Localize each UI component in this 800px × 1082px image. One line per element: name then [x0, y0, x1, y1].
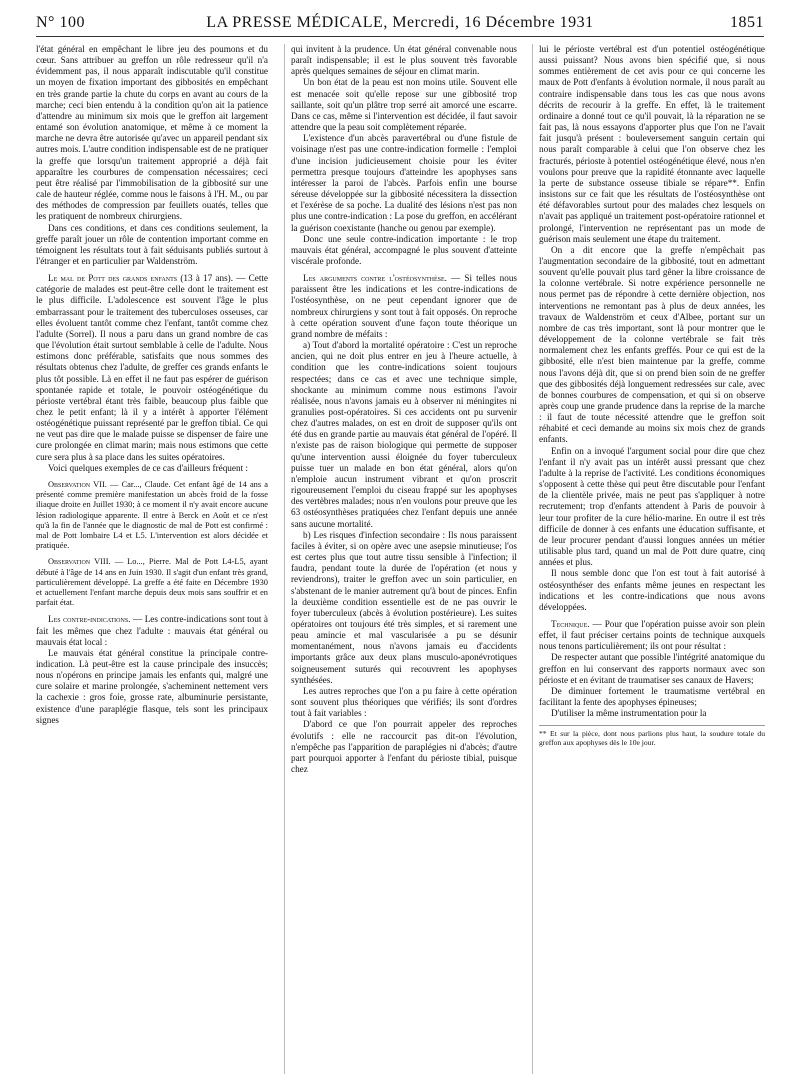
- section-heading: Le mal de Pott des grands enfants: [48, 273, 178, 284]
- page-number: 1851: [730, 14, 764, 31]
- observation-heading: Observation VIII.: [48, 557, 111, 567]
- column-2: [284, 44, 517, 1074]
- paragraph: D'utiliser la même instrumentation pour la: [551, 708, 707, 719]
- observation-text: — Lo..., Pierre. Mal de Pott L4-L5, ayant débuté à l'âge de 14 ans en Juin 1930. Il s'agit d'un enfant très grand, particulièrement développé. La greffe a été faite en Décembre 1930 et actuellement l'enfant marche depuis deux mois sans souffrir et en parfait état.: [36, 557, 268, 608]
- paragraph: — Les contre-indications sont tout à fait les mêmes que chez l'adulte : mauvais état général ou mauvais état local :: [36, 614, 268, 647]
- page-header: [36, 10, 764, 37]
- column-1: [36, 44, 268, 1074]
- section-heading: Les contre-indications.: [48, 614, 131, 625]
- article-body: [36, 44, 764, 1074]
- journal-title-date: LA PRESSE MÉDICALE, Mercredi, 16 Décembre 1931: [206, 14, 594, 31]
- paragraph: On a dit encore que la greffe n'empêchait pas l'augmentation secondaire de la gibbosité, tout en admettant souvent qu'elle pouvait plus tard gêner la libre croissance de la colonne vertébrale. Si notre expérience personnelle ne nous permet pas de répondre à cette dernière objection, nos interventions ne remontant pas à plus de deux années, les travaux de Waldenström et ceux d'Albee, portant sur un nombre de cas très important, sont là pour montrer que le développement de la colonne vertébrale se fait très normalement chez les enfants greffés. Pour ce qui est de la gibbosité, elle n'est bien maintenue par la greffe, comme nous l'avons déjà dit, que si on prend bien soin de ne greffer que des gibbosités déjà longuement redressées sur cale, avec de bonnes courbures de compensation, et qui si on observe après coup une grande prudence dans la reprise de la marche : il faut de toute nécessité attendre que le greffon soit réhabité et ceci demande au moins six mois chez de grands enfants.: [539, 244, 765, 445]
- paragraph: — Cette catégorie de malades est peut-être celle dont le traitement est le plus difficile. L'adolescence est souvent l'âge le plus embarrassant pour le traitement des tuberculoses osseuses, car elles évoluent tantôt comme chez l'enfant, tantôt comme chez l'adulte (Sorrel). Il nous a paru dans un grand nombre de cas que l'évolution était surtout semblable à celle de l'adulte. Nous estimons donc préférable, satisfaits que nous sommes des résultats obtenus chez l'adulte, de greffer ces grands enfants le plus tôt possible. Là en effet il ne faut pas espérer de guérison spontanée rapide et totale, le pouvoir ostéogénétique du périoste vertébral étant très faible, beaucoup plus faible que chez le petit enfant; là il y a intérêt à apporter l'élément ostéogénétique puissant représenté par le greffon tibial. Ce qui ne veut pas dire que le malade puisse se dispenser de faire une cure prolongée en climat marin; mais nous estimons que cette cure sera plus à sa place dans les suites opératoires.: [36, 273, 268, 462]
- observation-text: — Car..., Claude. Cet enfant âgé de 14 ans a présenté comme première manifestation un abcès froid de la fosse iliaque droite en Juillet 1930; à ce moment il n'y avait encore aucune lésion radiologique apparente. Il entre à Berck en Août et ce n'est qu'à la fin de l'année que le diagnostic de mal de Pott est confirmé : mal de Pott lombaire L4 et L5. L'intervention est alors décidée et pratiquée.: [36, 479, 268, 551]
- paragraph: Dans ces conditions, et dans ces conditions seulement, la greffe paraît jouer un rôle de contention important comme en témoignent les résultats tout à fait séduisants publiés surtout à l'étranger et en particulier par Waldenström.: [36, 222, 268, 266]
- paragraph: Il nous semble donc que l'on est tout à fait autorisé à ostéosynthéser des enfants même jeunes en respectant les indications et les contre-indications que nous avons développées.: [539, 568, 765, 612]
- paragraph: De diminuer fortement le traumatisme vertébral en facilitant la fente des apophyses épineuses;: [539, 685, 765, 708]
- paragraph: Enfin on a invoqué l'argument social pour dire que chez l'enfant il n'y avait pas un intérêt aussi pressant que chez l'adulte à la reprise de l'activité. Les conditions économiques s'opposent à cette thèse qui peut être discutable pour l'enfant de la clientèle privée, mais ne peut pas s'appliquer à notre recrutement; trop d'enfants attendent à Paris de pouvoir à leur tour profiter de la cure hélio-marine. En outre il est très difficile de donner à ces enfants une éducation suffisante, et de leur procurer pendant d'aussi longues années un métier utilisable plus tard, quand un mal de Pott dure quatre, cinq années et plus.: [539, 445, 765, 568]
- paragraph: D'abord ce que l'on pourrait appeler des reproches évolutifs : elle ne raccourcit pas dit-on l'évolution, n'empêche pas l'apparition de paraplégies ni d'abcès; d'autre part pourquoi apporter à l'enfant du périoste tibial, puisque chez: [291, 719, 517, 774]
- paragraph: a) Tout d'abord la mortalité opératoire : C'est un reproche ancien, qui ne doit plus entrer en jeu à l'heure actuelle, à condition que les contre-indications soient toujours respectées; dans ce cas et avec une technique simple, shockante au minimum comme nous estimons l'avoir réalisée, nous n'avons jamais eu à observer ni méningites ni granulies post-opératoires. Si ces accidents ont pu survenir chez d'autres malades, on est en droit de supposer qu'ils ont été dus en grande partie au mauvais état général de l'opéré. Il n'existe pas de raison biologique qui permette de supposer qu'une intervention aussi éloignée du foyer tuberculeux puisse tuer un malade en bon état général, alors qu'on n'emploie aucun instrument vibrant et qu'on proscrit rigoureusement l'emploi du ciseau frappé sur les apophyses des vertèbres malades; nous n'en voulons pour preuve que les 63 ostéosynthèses pratiquées chez l'enfant depuis une année sans aucune mortalité.: [291, 340, 517, 529]
- paragraph: Un bon état de la peau est non moins utile. Souvent elle est menacée soit qu'elle repose sur une gibbosité trop saillante, soit qu'un plâtre trop serré ait amorcé une escarre. Dans ce cas, même si l'intervention est décidée, il faut savoir attendre que la peau soit complètement réparée.: [291, 77, 517, 133]
- observation-heading: Observation VII.: [48, 479, 107, 489]
- paragraph: — Si telles nous paraissent être les indications et les contre-indications de l'ostéosynthèse, on ne peut cependant ignorer que de nombreux chirurgiens y sont tout à fait opposés. On reproche à cette opération souvent d'une façon toute théorique un grand nombre de méfaits :: [291, 273, 517, 339]
- footnote: ** Et sur la pièce, dont nous parlions plus haut, la soudure totale du greffon aux apophyses dès le 10e jour.: [539, 725, 765, 747]
- paragraph: b) Les risques d'infection secondaire : Ils nous paraissent faciles à éviter, si on opère avec une asepsie minutieuse; l'os est certes plus que tout autre tissu sensible à l'infection; il faudra, pendant toute la durée de l'opération (et nous y reviendrons), traiter le greffon avec un soin particulier, en s'abstenant de le manier autrement qu'à bout de pinces. Enfin la deuxième condition essentielle est de ne pas ouvrir le foyer tuberculeux (abcès à évolution postérieure). Les suites opératoires ont toujours été très simples, et si rarement une peau amincie et mal vascularisée a pu se désunir momentanément, nous n'avons jamais eu d'accidents importants grâce aux deux plans musculo-aponévrotiques soigneusement suturés qui recouvrent les apophyses synthésées.: [291, 529, 517, 685]
- paragraph: Les autres reproches que l'on a pu faire à cette opération sont souvent plus théoriques que vérifiés; ils sont d'ordres tout à fait variables :: [291, 685, 517, 719]
- paragraph: Le mauvais état général constitue la principale contre-indication. Là peut-être est la cause principale des insuccès; nous n'opérons en principe jamais les enfants qui, malgré une cure solaire et marine prolongée, s'acheminent nettement vers la cachexie : gros foie, grosse rate, albuminurie persistante, existence d'une paraplégie flasque, tels sont les principaux signes: [36, 647, 268, 725]
- paragraph: qui invitent à la prudence. Un état général convenable nous paraît indispensable; il est le plus souvent très favorable après quelques semaines de séjour en climat marin.: [291, 44, 517, 77]
- column-3: [532, 44, 765, 1074]
- paragraph: L'existence d'un abcès paravertébral ou d'une fistule de voisinage n'est pas une contre-indication formelle : l'emploi d'une incision judicieusement choisie pour les éviter permettra presque toujours d'atteindre les apophyses sans intéresser la paroi de l'abcès. Parfois enfin une bourse séreuse développée sur la gibbosité nécessitera la dissection et l'exérèse de sa poche. La dualité des lésions n'est pas non plus une contre-indication : La pose du greffon, en accélérant la guérison coexistante (hanche ou genou par exemple).: [291, 133, 517, 233]
- issue-number: N° 100: [36, 14, 85, 31]
- paragraph: — Pour que l'opération puisse avoir son plein effet, il faut préciser certains points de technique auxquels nous tenons particulièrement; ils ont pour résultat :: [539, 618, 765, 652]
- section-heading: Technique.: [551, 618, 590, 629]
- section-heading: Les arguments contre l'ostéosynthèse.: [303, 273, 447, 284]
- age-range: (13 à 17 ans).: [180, 273, 234, 284]
- paragraph: Donc une seule contre-indication importante : le trop mauvais état général, accompagné le plus souvent d'atteinte viscérale profonde.: [291, 233, 517, 266]
- paragraph: Voici quelques exemples de ce cas d'ailleurs fréquent :: [48, 462, 248, 473]
- paragraph: De respecter autant que possible l'intégrité anatomique du greffon en lui conservant des rapports normaux avec son périoste et en évitant de traumatiser ses canaux de Havers;: [539, 652, 765, 685]
- paragraph: lui le périoste vertébral est d'un potentiel ostéogénétique aussi puissant? Nous avons bien spécifié que, si nous sommes entièrement de cet avis pour ce qui concerne les maux de Pott d'enfants à évolution normale, il nous paraît au contraire indispensable dans tous les cas que nous avons décrits de recourir à la greffe. En effet, là le traitement ordinaire a donné tout ce qu'il pouvait, là la réparation ne se fait pas, là nous essayons d'apporter plus que l'on ne l'avait fait jusqu'à présent : bouleversement sanguin certain qui nous paraît comparable à celui que l'on observe chez les fracturés, périoste à potentiel ostéogénétique élevé, nous n'en voulons pour preuve que la rapidité étonnante avec laquelle la perte de substance osseuse tibiale se répare**. Enfin insistons sur ce fait que les résultats de l'ostéosynthèse ont été défavorables surtout pour des malades chez lesquels on n'avait pas appliqué un traitement post-opératoire rationnel et prolongé, l'intervention ne représentant pas un mode de guérison mais seulement une étape du traitement.: [539, 44, 765, 244]
- paragraph: l'état général en empêchant le libre jeu des poumons et du cœur. Sans attribuer au greffon un rôle redresseur qu'il n'a évidemment pas, il nous apparaît indiscutable qu'il constitue un moyen de fixation important des gibbosités en empêchant en très grande partie la chute du corps en avant au cours de la marche; ceci bien entendu à la condition qu'on ait la patience d'attendre au minimum six mois que le greffon ait largement entamé son évolution anatomique, et même à ce moment la marche ne devra être autorisée qu'avec un appareil pendant six autres mois. L'autre condition indispensable est de ne pratiquer la greffe que lorsqu'un traitement approprié a déjà fait apparaître les courbures de compensation nécessaires; ceci peut être réalisé par l'immobilisation de la gibbosité sur une cale de hauteur réglée, comme nous le faisons à l'H. M., ou par des méthodes de compression par feuillets ouatés, telles que les pratiquent de nombreux chirurgiens.: [36, 44, 268, 222]
